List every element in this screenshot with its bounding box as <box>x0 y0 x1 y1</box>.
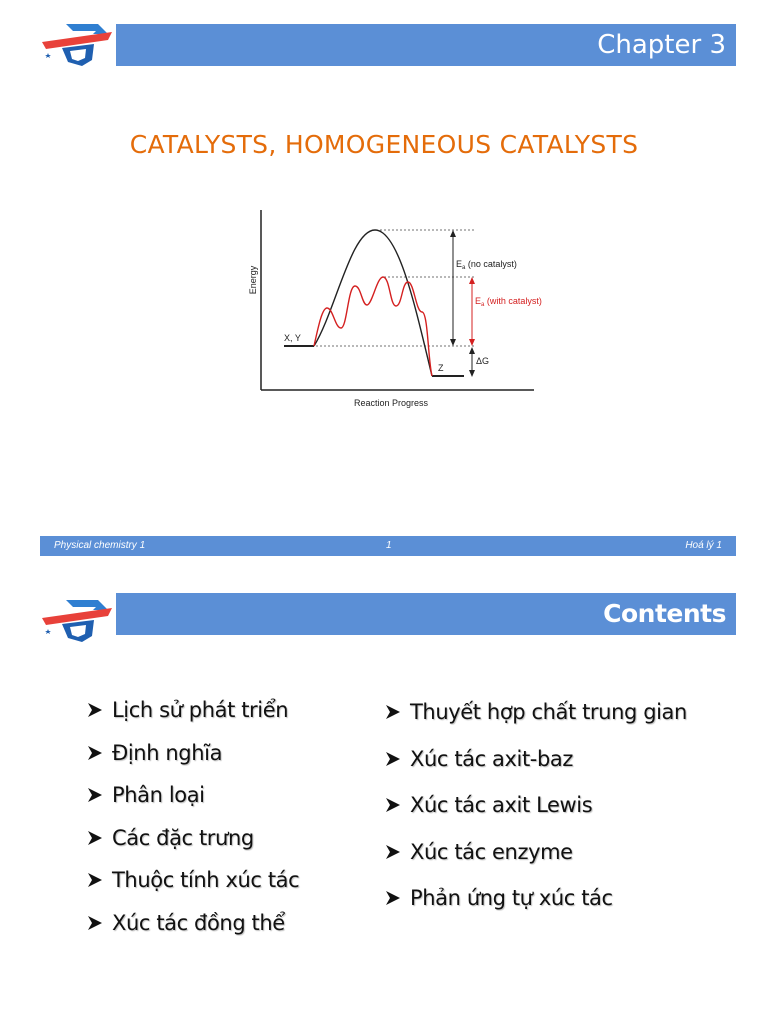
arrow-bullet-icon <box>86 701 104 719</box>
chapter-header-bar <box>116 24 736 66</box>
arrow-bullet-icon <box>384 889 402 907</box>
slide-2 <box>0 580 768 1024</box>
chapter-label: Chapter 3 <box>597 30 726 60</box>
university-logo-icon <box>38 18 118 68</box>
footer-course: Physical chemistry 1 <box>54 540 146 551</box>
list-item: Lịch sử phát triển <box>86 698 299 741</box>
y-axis-label: Energy <box>248 265 258 295</box>
contents-list-left <box>86 698 299 953</box>
slide-footer <box>40 536 736 556</box>
ea-with-catalyst-label: $E_a$ (with catalyst) <box>475 296 542 308</box>
arrowhead-icon <box>469 347 475 354</box>
reactants-label: X, Y <box>284 333 301 343</box>
arrow-bullet-icon <box>384 703 402 721</box>
list-item: Thuyết hợp chất trung gian <box>384 700 687 747</box>
list-item: Xúc tác axit Lewis <box>384 793 687 840</box>
footer-page-number: 1 <box>386 540 392 551</box>
list-item: Định nghĩa <box>86 741 299 784</box>
list-item: Xúc tác enzyme <box>384 840 687 887</box>
arrow-bullet-icon <box>86 914 104 932</box>
arrow-bullet-icon <box>384 796 402 814</box>
delta-g-label: ΔG <box>476 356 490 366</box>
slide-title: CATALYSTS, HOMOGENEOUS CATALYSTS <box>129 130 639 159</box>
arrowhead-icon <box>469 277 475 284</box>
contents-title: Contents <box>603 599 726 628</box>
x-axis-label: Reaction Progress <box>353 398 429 408</box>
arrow-bullet-icon <box>86 829 104 847</box>
product-label: Z <box>438 363 444 373</box>
with-catalyst-curve <box>314 277 432 376</box>
list-item: Xúc tác axit-baz <box>384 747 687 794</box>
list-item: Các đặc trưng <box>86 826 299 869</box>
list-item: Phân loại <box>86 783 299 826</box>
arrowhead-icon <box>450 339 456 346</box>
arrow-bullet-icon <box>384 843 402 861</box>
no-catalyst-curve <box>314 230 432 376</box>
university-logo-icon <box>38 594 118 644</box>
arrow-bullet-icon <box>86 786 104 804</box>
contents-header-bar <box>116 593 736 635</box>
arrow-bullet-icon <box>86 744 104 762</box>
list-item: Xúc tác đồng thể <box>86 911 299 954</box>
arrowhead-icon <box>469 370 475 377</box>
arrow-bullet-icon <box>384 750 402 768</box>
list-item: Phản ứng tự xúc tác <box>384 886 687 933</box>
list-item: Thuộc tính xúc tác <box>86 868 299 911</box>
energy-diagram <box>236 200 556 415</box>
ea-no-catalyst-label: $E_a$ (no catalyst) <box>456 259 517 271</box>
arrowhead-icon <box>469 339 475 346</box>
footer-course-vn: Hoá lý 1 <box>685 540 722 551</box>
arrowhead-icon <box>450 230 456 237</box>
contents-list-right <box>384 700 687 933</box>
arrow-bullet-icon <box>86 871 104 889</box>
